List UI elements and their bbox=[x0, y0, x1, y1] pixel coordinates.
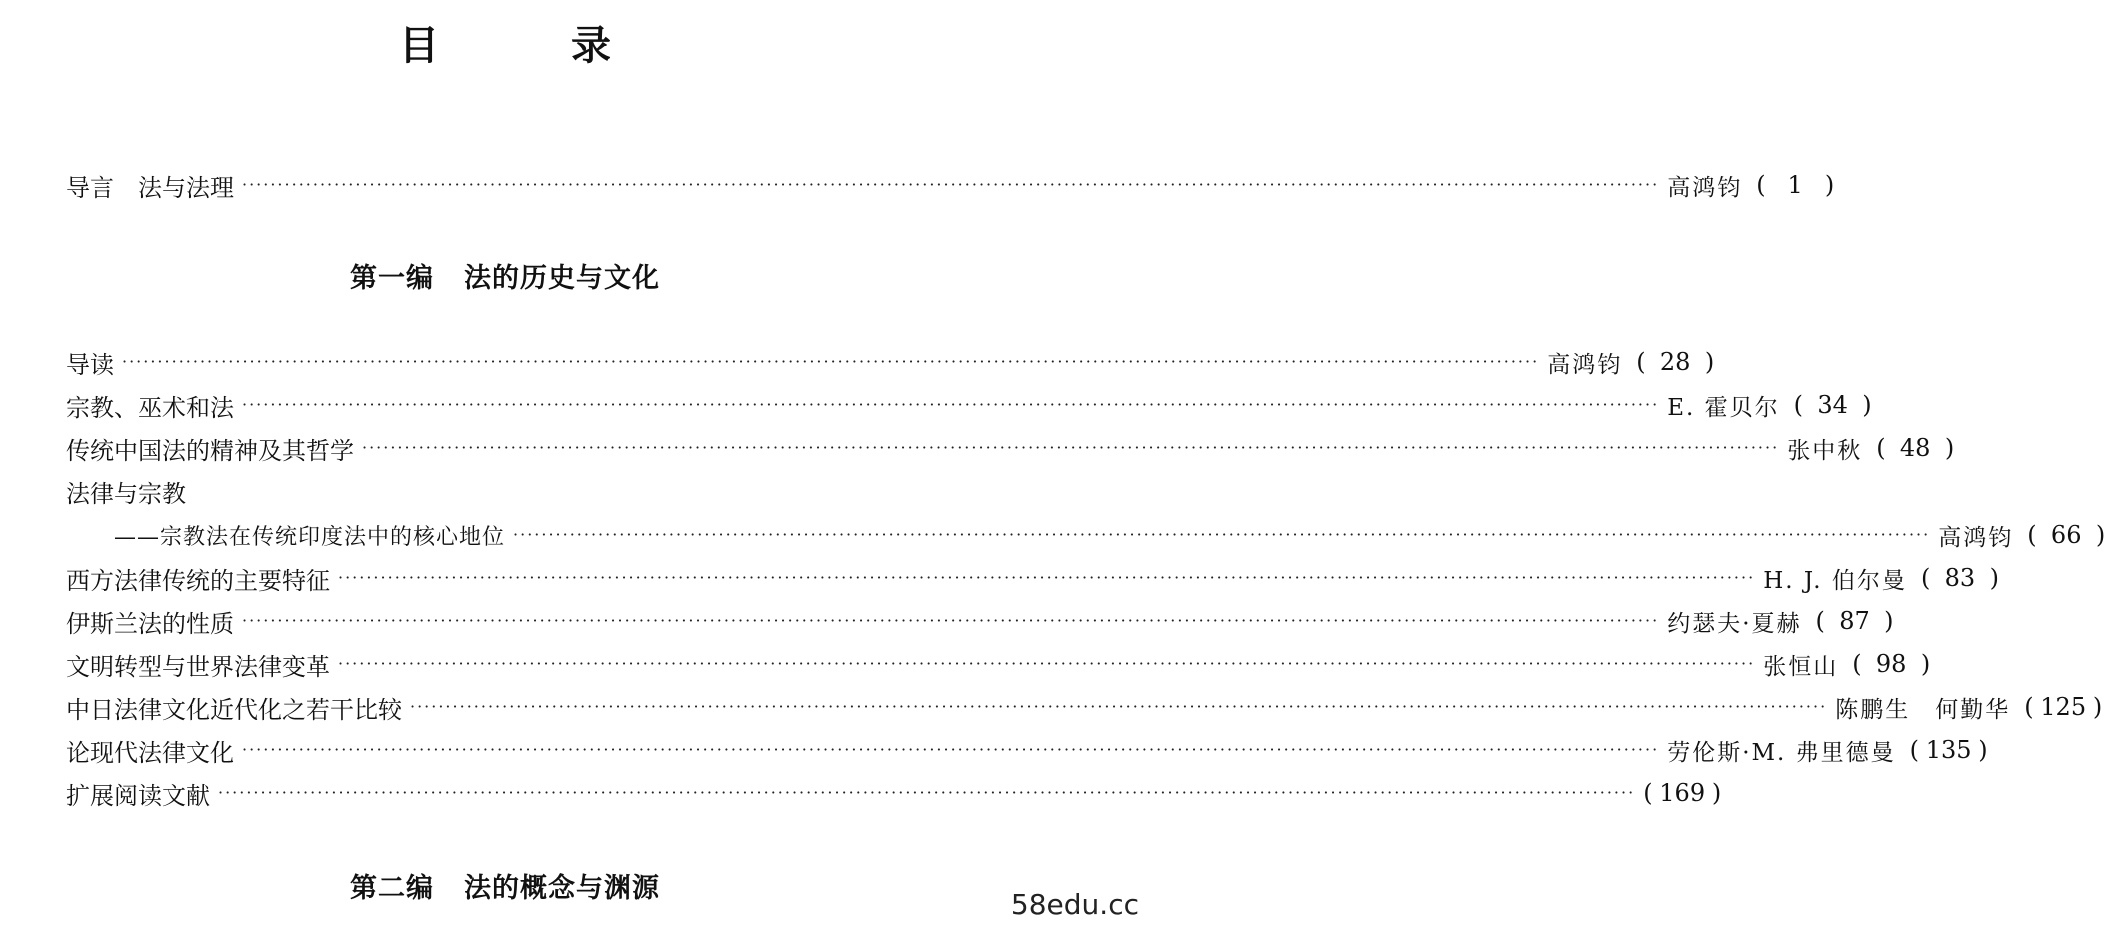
toc-entry-intro[interactable] bbox=[66, 170, 1835, 202]
leader-dots: ········································································································································································································ bbox=[242, 395, 1660, 414]
leader-dots: ········································································································································································································ bbox=[242, 740, 1660, 759]
leader-dots: ········································································································································································································ bbox=[513, 525, 1931, 544]
entry-page: ( 34 ) bbox=[1793, 391, 1872, 419]
entry-title: 扩展阅读文献 bbox=[66, 781, 210, 810]
part-heading-2 bbox=[0, 866, 1010, 905]
entry-author: 张恒山 bbox=[1763, 653, 1839, 680]
entry-title: 论现代法律文化 bbox=[66, 738, 234, 767]
part-name: 法的历史与文化 bbox=[464, 263, 660, 294]
page-title: 目 录 bbox=[399, 22, 657, 69]
entry-title: 导言 法与法理 bbox=[66, 173, 234, 202]
leader-dots: ········································································································································································································ bbox=[218, 783, 1636, 802]
leader-dots: ········································································································································································································ bbox=[242, 611, 1660, 630]
entry-title: 西方法律传统的主要特征 bbox=[66, 566, 330, 595]
entry-title: 宗教、巫术和法 bbox=[66, 393, 234, 422]
entry-page: ( 135 ) bbox=[1909, 736, 1988, 764]
entry-page: ( 125 ) bbox=[2024, 693, 2103, 721]
entry-author: 劳伦斯·M. 弗里德曼 bbox=[1667, 739, 1896, 766]
toc-entry[interactable] bbox=[66, 606, 1894, 638]
entry-title: 法律与宗教 bbox=[66, 479, 186, 508]
entry-author: 约瑟夫·夏赫 bbox=[1667, 610, 1802, 637]
entry-page: ( 1 ) bbox=[1756, 171, 1835, 199]
leader-dots: ········································································································································································································ bbox=[338, 568, 1756, 587]
entry-title: 中日法律文化近代化之若干比较 bbox=[66, 695, 402, 724]
entry-title: 传统中国法的精神及其哲学 bbox=[66, 436, 354, 465]
entry-title: 伊斯兰法的性质 bbox=[66, 609, 234, 638]
toc-entry[interactable] bbox=[66, 347, 1715, 379]
entry-author: 张中秋 bbox=[1787, 437, 1863, 464]
entry-page: ( 98 ) bbox=[1852, 650, 1931, 678]
entry-page: ( 48 ) bbox=[1876, 434, 1955, 462]
toc-entry[interactable] bbox=[66, 390, 1872, 422]
entry-author: 陈鹏生 何勤华 bbox=[1835, 696, 2011, 723]
toc-entry[interactable] bbox=[66, 649, 1931, 681]
toc-entry[interactable] bbox=[66, 563, 1999, 595]
toc-entry-subtitle[interactable] bbox=[66, 520, 2105, 551]
entry-author: 高鸿钧 bbox=[1547, 351, 1623, 378]
toc-entry[interactable] bbox=[66, 433, 1955, 465]
part-heading-1 bbox=[0, 256, 1010, 295]
leader-dots: ········································································································································································································ bbox=[362, 438, 1780, 457]
leader-dots: ········································································································································································································ bbox=[410, 697, 1828, 716]
part-name: 法的概念与渊源 bbox=[464, 873, 660, 904]
leader-dots: ········································································································································································································ bbox=[242, 175, 1660, 194]
toc-entry[interactable] bbox=[66, 692, 2103, 724]
toc-entry[interactable] bbox=[66, 778, 1722, 810]
entry-page: ( 87 ) bbox=[1815, 607, 1894, 635]
entry-author: E. 霍贝尔 bbox=[1667, 394, 1780, 421]
leader-dots: ········································································································································································································ bbox=[122, 352, 1540, 371]
entry-title: 导读 bbox=[66, 350, 114, 379]
entry-page: ( 28 ) bbox=[1636, 348, 1715, 376]
entry-author: H. J. 伯尔曼 bbox=[1763, 567, 1907, 594]
entry-title: ——宗教法在传统印度法中的核心地位 bbox=[114, 524, 506, 550]
toc-entry-heading[interactable] bbox=[66, 476, 942, 506]
part-number: 第二编 bbox=[350, 873, 434, 904]
entry-author: 高鸿钧 bbox=[1667, 174, 1743, 201]
toc-entry[interactable] bbox=[66, 735, 1988, 767]
entry-page: ( 66 ) bbox=[2027, 521, 2105, 549]
entry-title: 文明转型与世界法律变革 bbox=[66, 652, 330, 681]
part-number: 第一编 bbox=[350, 263, 434, 294]
watermark: 58edu.cc bbox=[1010, 888, 1139, 921]
leader-dots: ········································································································································································································ bbox=[338, 654, 1756, 673]
entry-page: ( 169 ) bbox=[1643, 779, 1722, 807]
entry-author: 高鸿钧 bbox=[1938, 524, 2014, 551]
entry-page: ( 83 ) bbox=[1920, 564, 1999, 592]
